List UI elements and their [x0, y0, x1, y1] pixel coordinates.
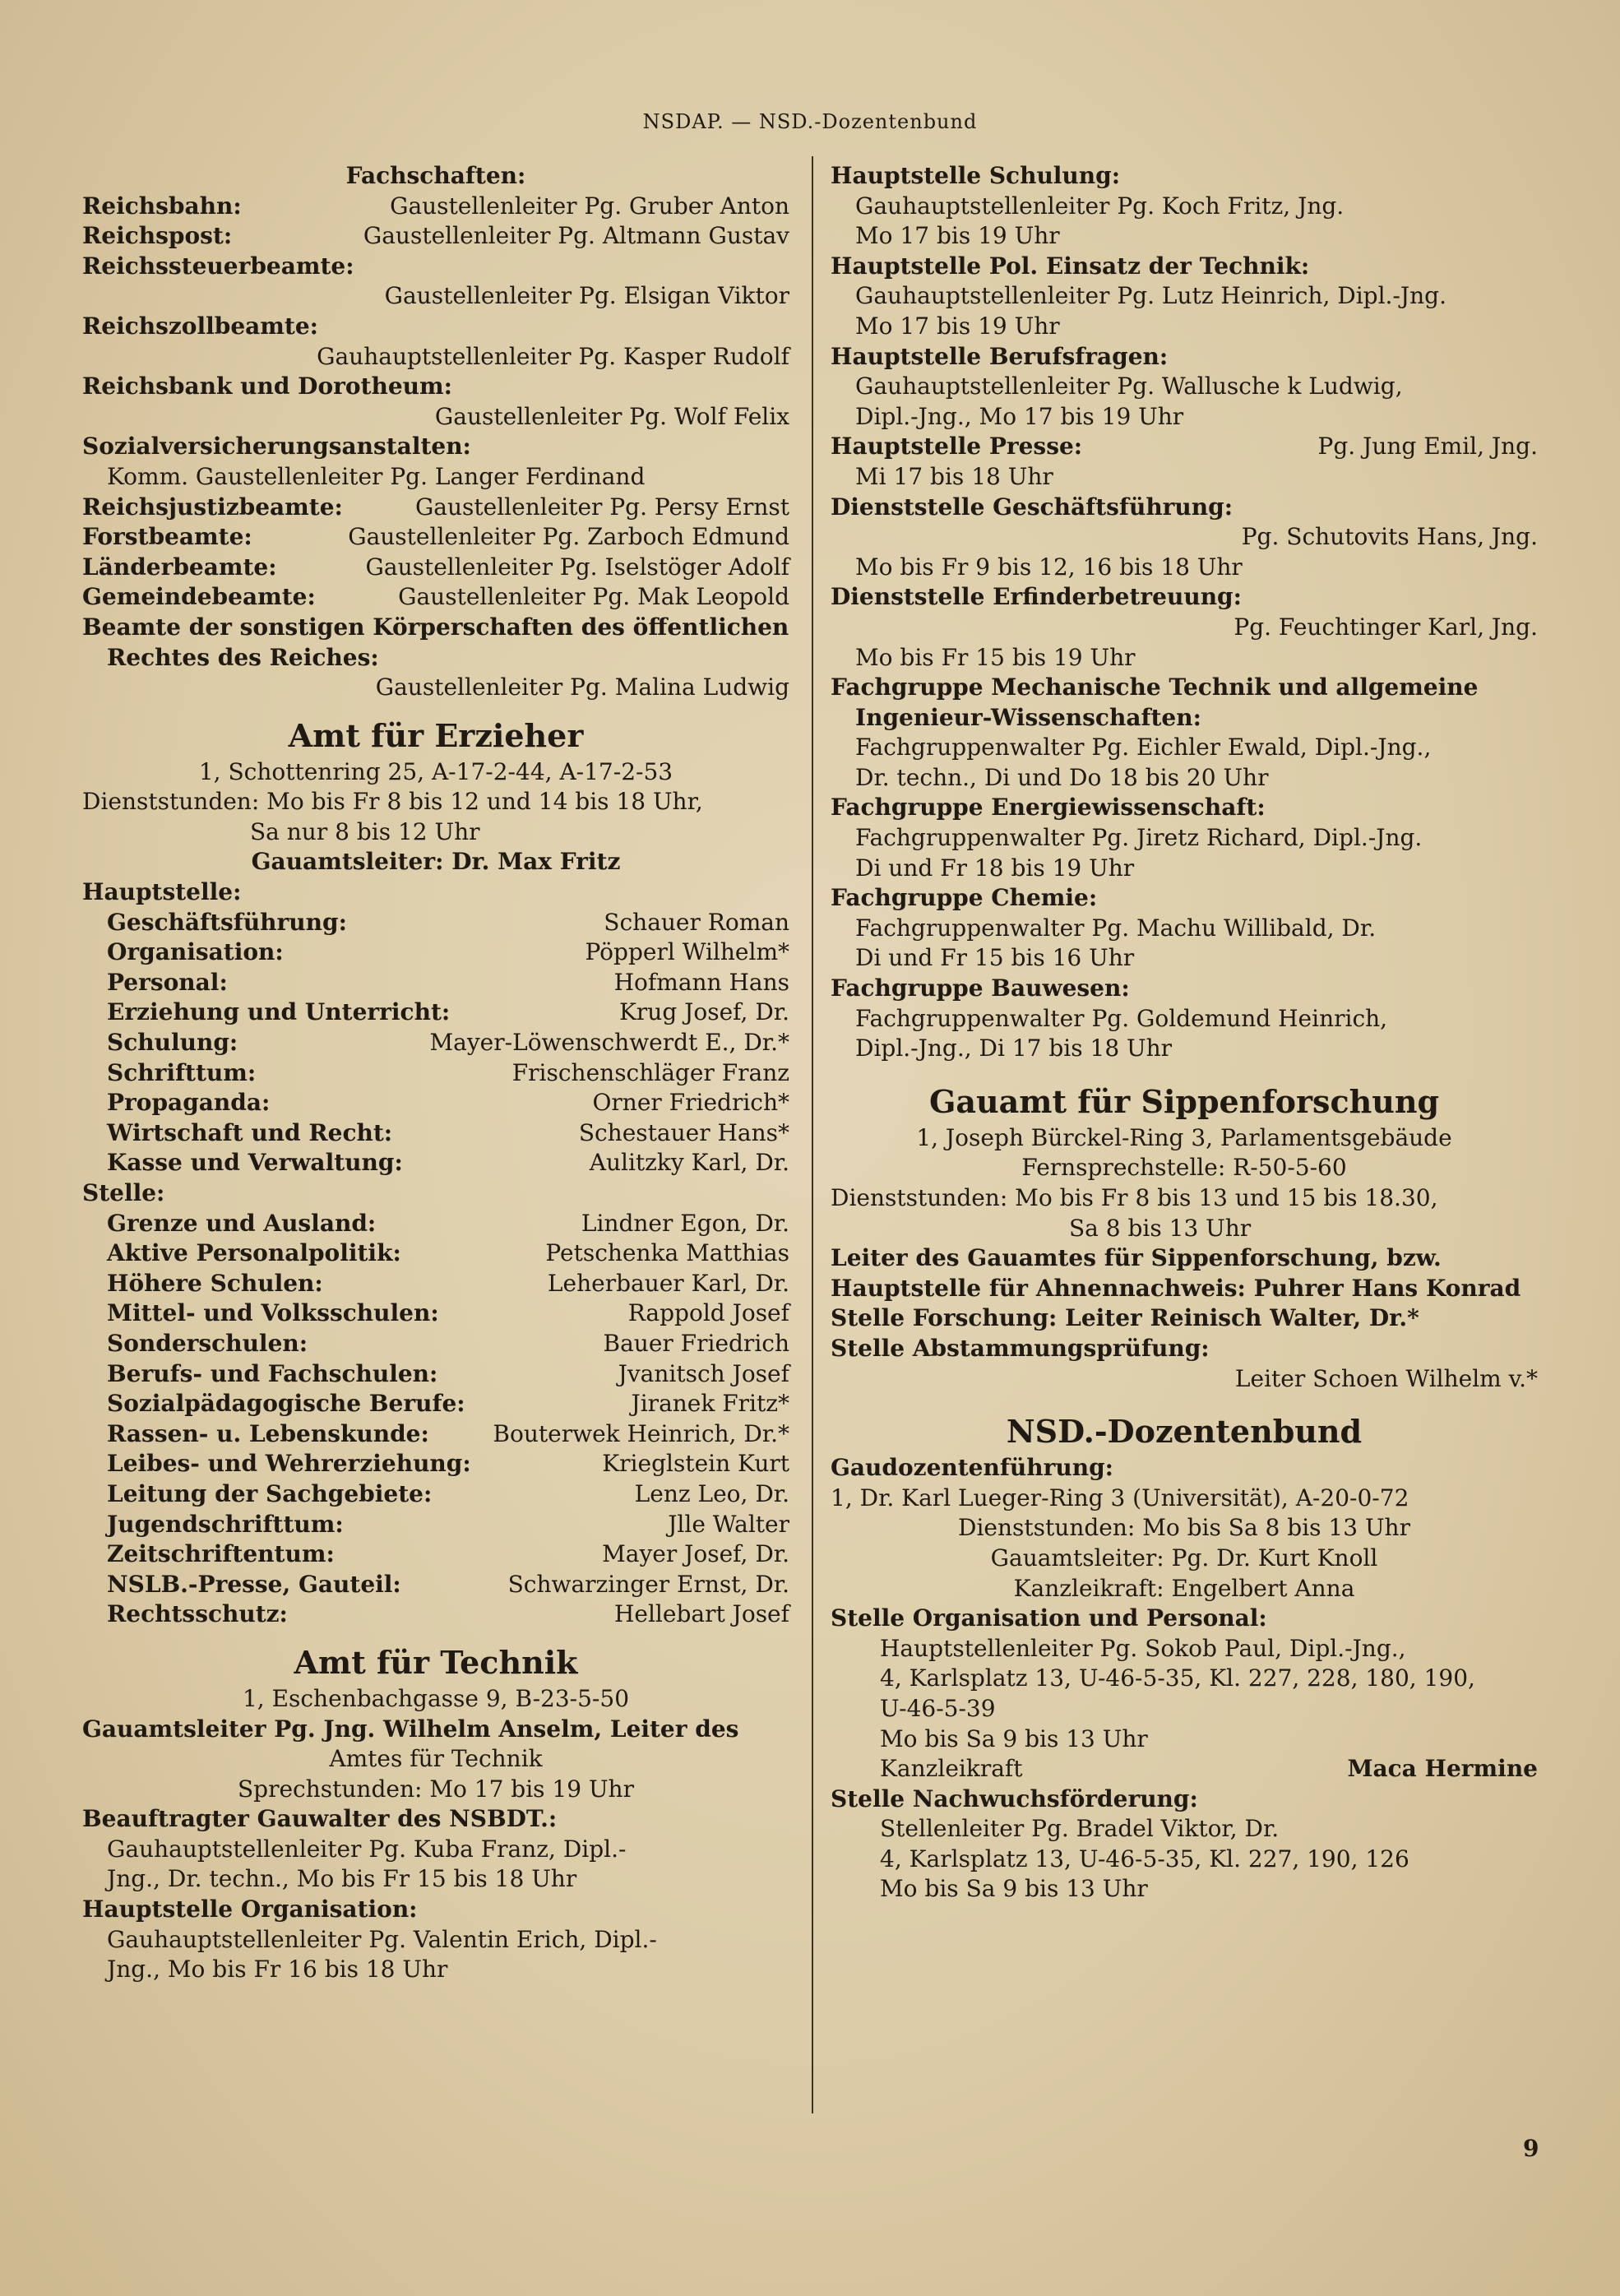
- entry: Leibes- und Wehrerziehung: Krieglstein Kurt: [107, 1450, 789, 1478]
- entry-key: Hauptstelle Pol. Einsatz der Technik:: [831, 252, 1310, 280]
- entry-key-cont: Rechtes des Reiches:: [107, 643, 379, 671]
- right-column: [831, 161, 1538, 1905]
- kanzlei: Kanzleikraft: Engelbert Anna: [1013, 1574, 1355, 1602]
- entry: Reichsbahn: Gaustellenleiter Pg. Gruber Anton: [82, 192, 789, 220]
- entry: Rassen- u. Lebenskunde: Bouterwek Heinrich, Dr.*: [107, 1419, 789, 1447]
- entry: Wirtschaft und Recht: Schestauer Hans*: [107, 1118, 789, 1146]
- entry: Personal: Hofmann Hans: [107, 968, 789, 996]
- entry: Schrifttum: Frischenschläger Franz: [107, 1058, 789, 1086]
- entry-key: Hauptstelle Schulung:: [831, 162, 1121, 189]
- abstammung-value: Leiter Schoen Wilhelm v.*: [1234, 1364, 1538, 1392]
- entry: Propaganda: Orner Friedrich*: [107, 1089, 789, 1117]
- abstammung-title: Stelle Abstammungsprüfung:: [831, 1334, 1210, 1362]
- entry-key: Dienststelle Geschäftsführung:: [831, 493, 1234, 521]
- section-title-erzieher: Amt für Erzieher: [288, 716, 584, 754]
- section-title-dozentenbund: NSD.-Dozentenbund: [1006, 1413, 1363, 1451]
- entry-value: Gaustellenleiter Pg. Elsigan Viktor: [384, 282, 789, 310]
- nachwuchs-line: Mo bis Sa 9 bis 13 Uhr: [880, 1875, 1148, 1903]
- entry: Länderbeamte: Gaustellenleiter Pg. Iselstöger Adolf: [82, 553, 789, 581]
- ahnen: Hauptstelle für Ahnennachweis: Puhrer Hans Konrad: [831, 1274, 1521, 1302]
- entry-value: Dipl.-Jng., Mo 17 bis 19 Uhr: [855, 402, 1184, 430]
- entry-key: Sozialversicherungsanstalten:: [82, 433, 471, 461]
- entry-key: Reichsbank und Dorotheum:: [82, 373, 452, 400]
- entry: Sonderschulen: Bauer Friedrich: [107, 1329, 789, 1357]
- column-divider: [812, 156, 813, 2113]
- entry: Leitung der Sachgebiete: Lenz Leo, Dr.: [107, 1479, 789, 1507]
- entry-value: Di und Fr 15 bis 16 Uhr: [855, 944, 1135, 972]
- beauftragter-title: Beauftragter Gauwalter des NSBDT.:: [82, 1805, 558, 1833]
- section-title-sippen: Gauamt für Sippenforschung: [928, 1082, 1440, 1120]
- organisation-value: Jng., Mo bis Fr 16 bis 18 Uhr: [107, 1956, 448, 1984]
- hours: Dienststunden: Mo bis Sa 8 bis 13 Uhr: [958, 1514, 1410, 1542]
- entry: Zeitschriftentum: Mayer Josef, Dr.: [107, 1540, 789, 1568]
- hours: Dienststunden: Mo bis Fr 8 bis 12 und 14 bis 18 Uhr,: [82, 788, 703, 816]
- entry-value: Gauhauptstellenleiter Pg. Lutz Heinrich, Dipl.-Jng.: [855, 282, 1446, 310]
- entry-value: Fachgruppenwalter Pg. Eichler Ewald, Dipl.-Jng.,: [855, 734, 1432, 761]
- org-line: U-46-5-39: [880, 1694, 996, 1722]
- entry-value: Gauhauptstellenleiter Pg. Wallusche k Ludwig,: [855, 373, 1403, 400]
- entry: Sozialpädagogische Berufe: Jiranek Fritz*: [107, 1390, 789, 1418]
- nachwuchs-line: Stellenleiter Pg. Bradel Viktor, Dr.: [880, 1815, 1280, 1843]
- entry-key: Hauptstelle Berufsfragen:: [831, 342, 1169, 370]
- entry-value: Fachgruppenwalter Pg. Jiretz Richard, Dipl.-Jng.: [855, 824, 1423, 852]
- hauptstelle-title: Hauptstelle:: [82, 878, 242, 906]
- beauftragter-value: Gauhauptstellenleiter Pg. Kuba Franz, Dipl.-: [107, 1835, 627, 1863]
- nachwuchs-line: 4, Karlsplatz 13, U-46-5-35, Kl. 227, 190, 126: [880, 1845, 1409, 1872]
- entry: Geschäftsführung: Schauer Roman: [107, 908, 789, 936]
- running-header: NSDAP. — NSD.-Dozentenbund: [642, 110, 978, 133]
- address: 1, Eschenbachgasse 9, B-23-5-50: [242, 1684, 630, 1712]
- entry: Höhere Schulen: Leherbauer Karl, Dr.: [107, 1269, 789, 1297]
- leiter-cont: Amtes für Technik: [329, 1745, 543, 1773]
- entry: Grenze und Ausland: Lindner Egon, Dr.: [107, 1209, 789, 1237]
- hours: Sa nur 8 bis 12 Uhr: [250, 817, 480, 845]
- entry: Organisation: Pöpperl Wilhelm*: [107, 938, 789, 966]
- entry: Rechtsschutz: Hellebart Josef: [107, 1600, 789, 1628]
- entry: NSLB.-Presse, Gauteil: Schwarzinger Ernst, Dr.: [107, 1570, 789, 1598]
- address: 1, Joseph Bürckel-Ring 3, Parlamentsgebäude: [916, 1123, 1452, 1151]
- org-line: 4, Karlsplatz 13, U-46-5-35, Kl. 227, 228, 180, 190,: [880, 1664, 1475, 1692]
- entry-key: Fachgruppe Bauwesen:: [831, 974, 1130, 1002]
- entry: Erziehung und Unterricht: Krug Josef, Dr.: [107, 998, 789, 1026]
- address: 1, Schottenring 25, A-17-2-44, A-17-2-53: [198, 757, 673, 785]
- sprechstunden: Sprechstunden: Mo 17 bis 19 Uhr: [238, 1775, 634, 1803]
- nachwuchs-title: Stelle Nachwuchsförderung:: [831, 1784, 1198, 1812]
- page-number: 9: [1523, 2135, 1539, 2162]
- entry-value: Komm. Gaustellenleiter Pg. Langer Ferdinand: [107, 462, 646, 490]
- entry: Kasse und Verwaltung: Aulitzky Karl, Dr.: [107, 1149, 789, 1177]
- entry: Jugendschrifttum: Jlle Walter: [107, 1510, 789, 1538]
- entry: Reichspost: Gaustellenleiter Pg. Altmann Gustav: [82, 222, 789, 250]
- entry: Hauptstelle Presse: Pg. Jung Emil, Jng.: [831, 433, 1538, 461]
- entry-value: Pg. Schutovits Hans, Jng.: [1241, 523, 1538, 551]
- org-line: Mo bis Sa 9 bis 13 Uhr: [880, 1724, 1148, 1752]
- leiter: Gauamtsleiter: Pg. Dr. Kurt Knoll: [990, 1544, 1378, 1572]
- entry-value: Mi 17 bis 18 Uhr: [855, 462, 1053, 490]
- entry-value: Pg. Feuchtinger Karl, Jng.: [1234, 613, 1538, 641]
- leiter: Leiter des Gauamtes für Sippenforschung, bzw.: [831, 1244, 1442, 1272]
- fachschaften-title: Fachschaften:: [345, 162, 526, 189]
- org-title: Stelle Organisation und Personal:: [831, 1604, 1267, 1632]
- entry-value: Gauhauptstellenleiter Pg. Kasper Rudolf: [317, 342, 789, 370]
- entry: Forstbeamte: Gaustellenleiter Pg. Zarboch Edmund: [82, 523, 789, 551]
- entry: Schulung: Mayer-Löwenschwerdt E., Dr.*: [107, 1029, 789, 1057]
- leiter: Gauamtsleiter: Dr. Max Fritz: [251, 848, 621, 876]
- entry-value: Dipl.-Jng., Di 17 bis 18 Uhr: [855, 1035, 1173, 1062]
- entry-value: Dr. techn., Di und Do 18 bis 20 Uhr: [855, 763, 1269, 791]
- entry: Reichsjustizbeamte: Gaustellenleiter Pg. Persy Ernst: [82, 493, 789, 521]
- entry-value: Mo bis Fr 15 bis 19 Uhr: [855, 643, 1136, 671]
- entry-value: Mo 17 bis 19 Uhr: [855, 222, 1060, 250]
- fuehrung-title: Gaudozentenführung:: [831, 1454, 1113, 1482]
- address: 1, Dr. Karl Lueger-Ring 3 (Universität), A-20-0-72: [831, 1484, 1409, 1511]
- left-column: [82, 161, 789, 1985]
- entry-key: Beamte der sonstigen Körperschaften des öffentlichen: [82, 613, 789, 641]
- organisation-title: Hauptstelle Organisation:: [82, 1896, 418, 1923]
- org-kanzlei: Kanzleikraft Maca Hermine: [880, 1755, 1538, 1783]
- org-line: Hauptstellenleiter Pg. Sokob Paul, Dipl.-Jng.,: [880, 1634, 1406, 1662]
- beauftragter-value: Jng., Dr. techn., Mo bis Fr 15 bis 18 Uhr: [107, 1865, 577, 1893]
- entry-value: Gaustellenleiter Pg. Malina Ludwig: [375, 674, 789, 701]
- stelle-title: Stelle:: [82, 1179, 165, 1206]
- entry-value: Gaustellenleiter Pg. Wolf Felix: [434, 402, 789, 430]
- entry-value: Fachgruppenwalter Pg. Goldemund Heinrich,: [855, 1004, 1388, 1032]
- entry-value: Mo 17 bis 19 Uhr: [855, 312, 1060, 340]
- entry-key: Reichssteuerbeamte:: [82, 252, 354, 280]
- entry-key-cont: Ingenieur-Wissenschaften:: [855, 703, 1201, 731]
- entry: Gemeindebeamte: Gaustellenleiter Pg. Mak Leopold: [82, 583, 789, 611]
- entry-key: Fachgruppe Chemie:: [831, 884, 1098, 912]
- entry-value: Mo bis Fr 9 bis 12, 16 bis 18 Uhr: [855, 553, 1243, 581]
- entry: Mittel- und Volksschulen: Rappold Josef: [107, 1299, 789, 1327]
- hours: Sa 8 bis 13 Uhr: [1069, 1214, 1252, 1242]
- entry-key: Fachgruppe Mechanische Technik und allgemeine: [831, 674, 1479, 701]
- entry-key: Dienststelle Erfinderbetreuung:: [831, 583, 1242, 611]
- forschung: Stelle Forschung: Leiter Reinisch Walter, Dr.*: [831, 1304, 1419, 1332]
- entry-value: Gauhauptstellenleiter Pg. Koch Fritz, Jng.: [855, 192, 1345, 220]
- entry-key: Fachgruppe Energiewissenschaft:: [831, 794, 1266, 822]
- hours: Dienststunden: Mo bis Fr 8 bis 13 und 15 bis 18.30,: [831, 1184, 1438, 1211]
- entry-value: Di und Fr 18 bis 19 Uhr: [855, 854, 1135, 882]
- organisation-value: Gauhauptstellenleiter Pg. Valentin Erich, Dipl.-: [107, 1925, 657, 1953]
- entry: Aktive Personalpolitik: Petschenka Matthias: [107, 1239, 789, 1267]
- entry-value: Fachgruppenwalter Pg. Machu Willibald, Dr.: [855, 914, 1377, 942]
- leiter: Gauamtsleiter Pg. Jng. Wilhelm Anselm, Leiter des: [82, 1715, 739, 1743]
- entry-key: Reichszollbeamte:: [82, 312, 318, 340]
- entry: Berufs- und Fachschulen: Jvanitsch Josef: [107, 1359, 789, 1387]
- section-title-technik: Amt für Technik: [294, 1643, 578, 1681]
- phone: Fernsprechstelle: R-50-5-60: [1021, 1154, 1347, 1182]
